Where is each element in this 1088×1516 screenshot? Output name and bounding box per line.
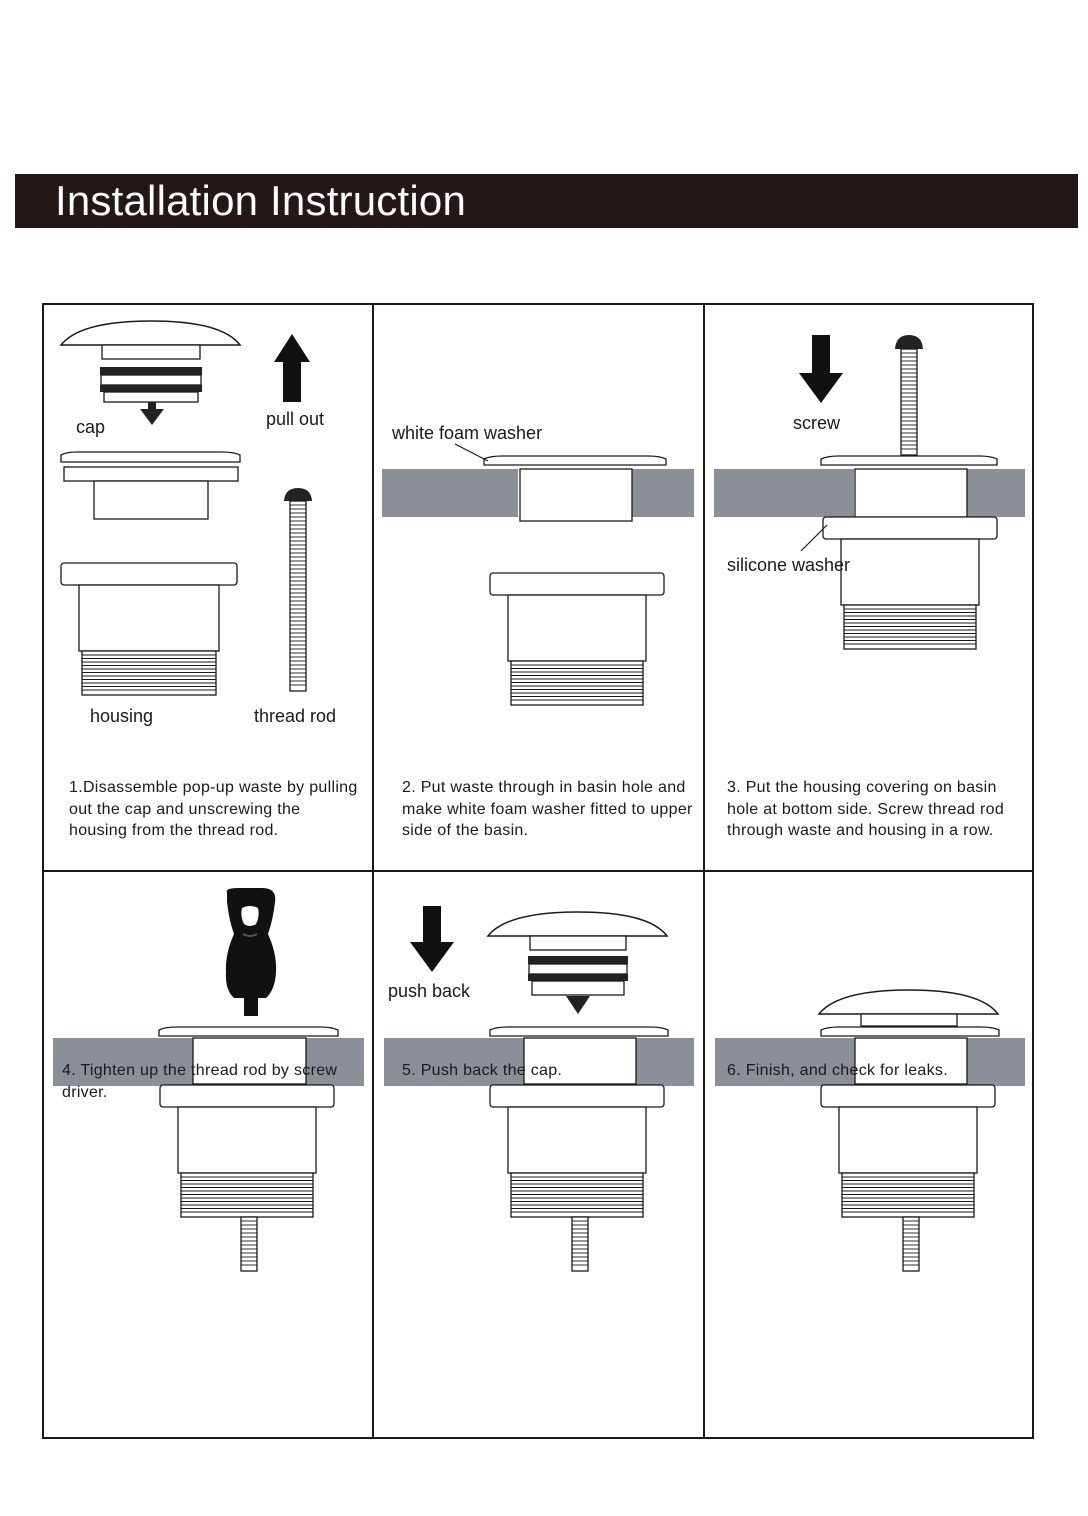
white-foam-washer-label: white foam washer [392,423,543,443]
step-5-text: 5. Push back the cap. [402,1062,563,1079]
housing-part [61,563,237,695]
push-back-label: push back [388,981,471,1001]
thread-rod-part [572,1217,588,1271]
flange-part [61,452,240,519]
housing-part [823,517,997,649]
step-1-text: 1.Disassemble pop-up waste by pulling out the cap and unscrewing the housing from the thread rod. [69,779,358,839]
step-6-text: 6. Finish, and check for leaks. [727,1062,948,1079]
housing-part [490,573,664,705]
screwdriver-icon [226,888,276,1016]
step-6-panel [705,872,1034,1439]
cap-part [488,912,667,1014]
housing-part [490,1085,664,1217]
step-3-panel [705,305,1034,870]
thread-rod-part [284,488,312,691]
step-6-illustration [705,872,1034,1439]
step-2-text: 2. Put waste through in basin hole and make white foam washer fitted to upper side of the basin. [402,779,693,839]
pull-out-label: pull out [266,409,325,429]
housing-label: housing [90,706,154,726]
header-bar [15,174,1078,228]
thread-rod-part [903,1217,919,1271]
step-1-panel [44,305,372,870]
thread-rod-part [241,1217,257,1271]
cap-part [819,990,998,1026]
arrow-down-icon [797,333,845,405]
step-2-panel [374,305,703,870]
thread-rod-label: thread rod [254,706,337,726]
housing-part [821,1085,995,1217]
step-5-panel [374,872,703,1439]
arrow-up-icon [272,332,312,404]
step-4-illustration [44,872,372,1439]
step-4-panel [44,872,372,1439]
thread-rod-part [895,335,923,455]
page-title: Installation Instruction [55,177,467,224]
cap-label: cap [76,417,106,437]
instruction-grid [42,303,1034,1439]
step-4-text: 4. Tighten up the thread rod by screw driver. [62,1062,338,1101]
screw-label: screw [793,413,841,433]
arrow-down-icon [408,904,456,974]
step-3-text: 3. Put the housing covering on basin hole at bottom side. Screw thread rod through waste and housing in a row. [727,779,1005,839]
housing-part [160,1085,334,1217]
silicone-washer-label: silicone washer [727,555,851,575]
cap-part [61,321,240,425]
